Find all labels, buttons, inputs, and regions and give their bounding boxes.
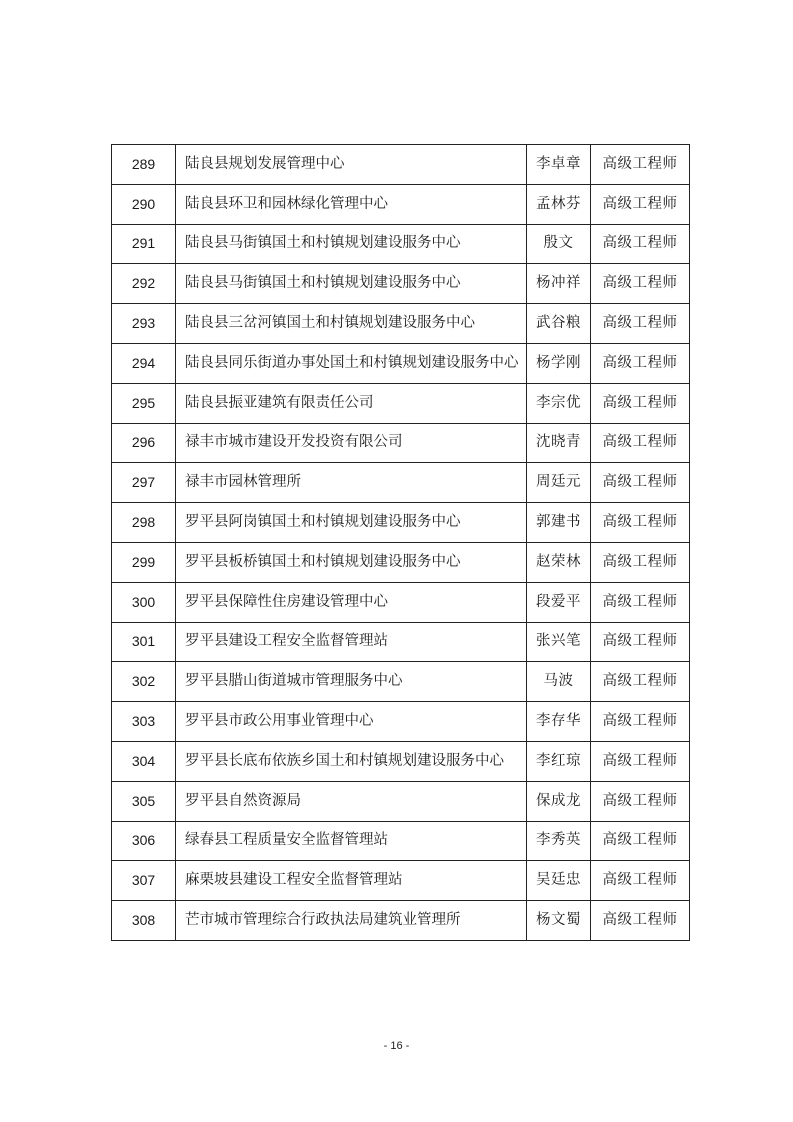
- row-number: 306: [112, 821, 176, 861]
- person-name-cell: 郭建书: [527, 503, 591, 543]
- person-name-cell: 杨学刚: [527, 343, 591, 383]
- table-row: [112, 145, 690, 185]
- table-row: [112, 304, 690, 344]
- row-number: 299: [112, 542, 176, 582]
- person-name-cell: 武谷粮: [527, 304, 591, 344]
- table-row: [112, 383, 690, 423]
- personnel-table: [111, 144, 690, 941]
- table-body: [112, 145, 690, 941]
- row-number: 301: [112, 622, 176, 662]
- row-number: 302: [112, 662, 176, 702]
- person-name-cell: 杨冲祥: [527, 264, 591, 304]
- table-row: [112, 781, 690, 821]
- row-number: 293: [112, 304, 176, 344]
- job-title-cell: 高级工程师: [591, 901, 690, 941]
- job-title-cell: 高级工程师: [591, 343, 690, 383]
- organization-cell: 陆良县同乐街道办事处国土和村镇规划建设服务中心: [176, 343, 527, 383]
- organization-cell: 陆良县环卫和园林绿化管理中心: [176, 184, 527, 224]
- job-title-cell: 高级工程师: [591, 423, 690, 463]
- table-row: [112, 542, 690, 582]
- person-name-cell: 杨文蜀: [527, 901, 591, 941]
- table-row: [112, 264, 690, 304]
- table-row: [112, 861, 690, 901]
- person-name-cell: 张兴笔: [527, 622, 591, 662]
- person-name-cell: 李卓章: [527, 145, 591, 185]
- person-name-cell: 殷文: [527, 224, 591, 264]
- row-number: 294: [112, 343, 176, 383]
- table-row: [112, 582, 690, 622]
- table-row: [112, 821, 690, 861]
- table-row: [112, 901, 690, 941]
- organization-cell: 罗平县阿岗镇国土和村镇规划建设服务中心: [176, 503, 527, 543]
- organization-cell: 罗平县市政公用事业管理中心: [176, 702, 527, 742]
- row-number: 303: [112, 702, 176, 742]
- job-title-cell: 高级工程师: [591, 582, 690, 622]
- organization-cell: 罗平县建设工程安全监督管理站: [176, 622, 527, 662]
- row-number: 292: [112, 264, 176, 304]
- organization-cell: 陆良县马街镇国土和村镇规划建设服务中心: [176, 264, 527, 304]
- table-row: [112, 184, 690, 224]
- organization-cell: 罗平县保障性住房建设管理中心: [176, 582, 527, 622]
- organization-cell: 陆良县规划发展管理中心: [176, 145, 527, 185]
- organization-cell: 罗平县长底布依族乡国土和村镇规划建设服务中心: [176, 741, 527, 781]
- job-title-cell: 高级工程师: [591, 861, 690, 901]
- job-title-cell: 高级工程师: [591, 224, 690, 264]
- person-name-cell: 周廷元: [527, 463, 591, 503]
- table-row: [112, 343, 690, 383]
- row-number: 297: [112, 463, 176, 503]
- person-name-cell: 保成龙: [527, 781, 591, 821]
- job-title-cell: 高级工程师: [591, 184, 690, 224]
- job-title-cell: 高级工程师: [591, 702, 690, 742]
- table-row: [112, 463, 690, 503]
- organization-cell: 芒市城市管理综合行政执法局建筑业管理所: [176, 901, 527, 941]
- organization-cell: 罗平县板桥镇国土和村镇规划建设服务中心: [176, 542, 527, 582]
- row-number: 300: [112, 582, 176, 622]
- row-number: 291: [112, 224, 176, 264]
- row-number: 305: [112, 781, 176, 821]
- job-title-cell: 高级工程师: [591, 304, 690, 344]
- organization-cell: 麻栗坡县建设工程安全监督管理站: [176, 861, 527, 901]
- job-title-cell: 高级工程师: [591, 662, 690, 702]
- page-number: - 16 -: [383, 1040, 410, 1052]
- person-name-cell: 沈晓青: [527, 423, 591, 463]
- job-title-cell: 高级工程师: [591, 781, 690, 821]
- row-number: 308: [112, 901, 176, 941]
- organization-cell: 陆良县马街镇国土和村镇规划建设服务中心: [176, 224, 527, 264]
- row-number: 307: [112, 861, 176, 901]
- person-name-cell: 李秀英: [527, 821, 591, 861]
- job-title-cell: 高级工程师: [591, 741, 690, 781]
- table-row: [112, 622, 690, 662]
- table-row: [112, 224, 690, 264]
- table-row: [112, 702, 690, 742]
- job-title-cell: 高级工程师: [591, 622, 690, 662]
- job-title-cell: 高级工程师: [591, 383, 690, 423]
- organization-cell: 绿春县工程质量安全监督管理站: [176, 821, 527, 861]
- organization-cell: 禄丰市园林管理所: [176, 463, 527, 503]
- table-row: [112, 423, 690, 463]
- organization-cell: 罗平县腊山街道城市管理服务中心: [176, 662, 527, 702]
- person-name-cell: 孟林芬: [527, 184, 591, 224]
- row-number: 296: [112, 423, 176, 463]
- table-row: [112, 503, 690, 543]
- job-title-cell: 高级工程师: [591, 503, 690, 543]
- person-name-cell: 李宗优: [527, 383, 591, 423]
- job-title-cell: 高级工程师: [591, 145, 690, 185]
- organization-cell: 陆良县振亚建筑有限责任公司: [176, 383, 527, 423]
- row-number: 290: [112, 184, 176, 224]
- row-number: 298: [112, 503, 176, 543]
- person-name-cell: 李红琼: [527, 741, 591, 781]
- organization-cell: 罗平县自然资源局: [176, 781, 527, 821]
- person-name-cell: 赵荣林: [527, 542, 591, 582]
- person-name-cell: 吴廷忠: [527, 861, 591, 901]
- row-number: 295: [112, 383, 176, 423]
- job-title-cell: 高级工程师: [591, 264, 690, 304]
- job-title-cell: 高级工程师: [591, 821, 690, 861]
- table-row: [112, 662, 690, 702]
- job-title-cell: 高级工程师: [591, 463, 690, 503]
- job-title-cell: 高级工程师: [591, 542, 690, 582]
- organization-cell: 陆良县三岔河镇国土和村镇规划建设服务中心: [176, 304, 527, 344]
- row-number: 289: [112, 145, 176, 185]
- person-name-cell: 李存华: [527, 702, 591, 742]
- row-number: 304: [112, 741, 176, 781]
- person-name-cell: 段爱平: [527, 582, 591, 622]
- organization-cell: 禄丰市城市建设开发投资有限公司: [176, 423, 527, 463]
- person-name-cell: 马波: [527, 662, 591, 702]
- table-row: [112, 741, 690, 781]
